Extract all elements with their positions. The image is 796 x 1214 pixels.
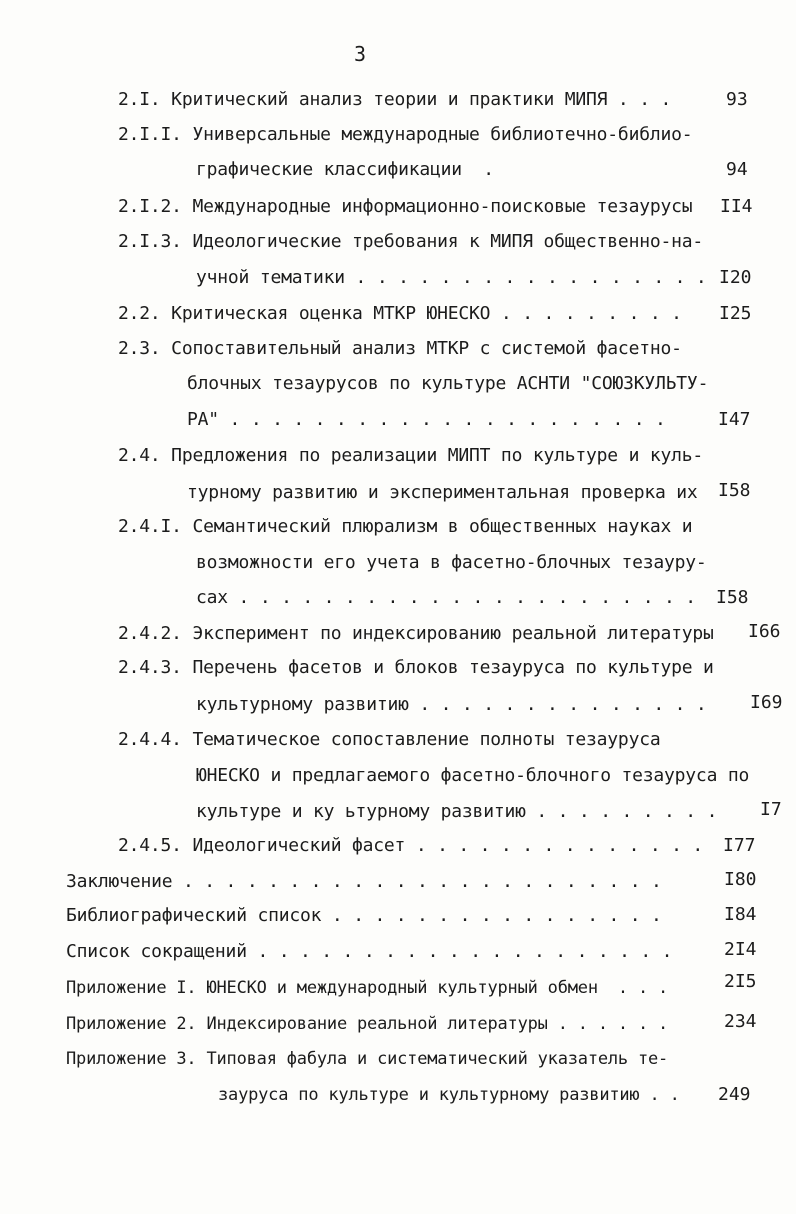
- toc-page-number: I77: [723, 835, 756, 856]
- toc-line: Список сокращений . . . . . . . . . . . . . . . . . . . .: [66, 941, 673, 962]
- toc-page-number: I69: [750, 692, 783, 713]
- toc-line: 2.4.5. Идеологический фасет . . . . . . . . . . . . . .: [118, 835, 704, 856]
- toc-line: 2.4.2. Эксперимент по индексированию реальной литературы: [118, 623, 714, 644]
- toc-line: 2.4.3. Перечень фасетов и блоков тезауруса по культуре и: [118, 657, 714, 678]
- toc-line: 2.3. Сопоставительный анализ МТКР с системой фасетно-: [118, 338, 682, 359]
- toc-line: 2.I. Критический анализ теории и практики МИПЯ . . .: [118, 89, 672, 110]
- toc-line: графические классификации .: [196, 159, 494, 180]
- toc-line: культуре и ку ьтурному развитию . . . . . . . . .: [196, 801, 718, 822]
- toc-page-number: 249: [718, 1084, 751, 1105]
- toc-line: возможности его учета в фасетно-блочных тезауру-: [196, 552, 707, 573]
- toc-line: Приложение I. ЮНЕСКО и международный культурный обмен . . .: [66, 978, 669, 998]
- toc-line: учной тематики . . . . . . . . . . . . . . . . .: [196, 267, 707, 288]
- toc-line: Приложение 3. Типовая фабула и систематический указатель те-: [66, 1049, 669, 1069]
- toc-line: зауруса по культуре и культурному развитию . .: [218, 1085, 680, 1105]
- toc-line: 2.4.4. Тематическое сопоставление полноты тезауруса: [118, 729, 661, 750]
- toc-line: 2.I.3. Идеологические требования к МИПЯ общественно-на-: [118, 231, 704, 252]
- toc-page-number: 93: [726, 89, 748, 110]
- toc-page-number: I80: [724, 869, 757, 890]
- toc-line: сах . . . . . . . . . . . . . . . . . . . . . .: [196, 587, 696, 608]
- toc-line: Заключение . . . . . . . . . . . . . . . . . . . . . . .: [66, 871, 662, 892]
- toc-line: блочных тезаурусов по культуре АСНТИ "СОЮЗКУЛЬТУ-: [187, 373, 709, 394]
- toc-page-number: II4: [720, 196, 753, 217]
- toc-line: ЮНЕСКО и предлагаемого фасетно-блочного тезауруса по: [196, 765, 750, 786]
- toc-line: 2.4.I. Семантический плюрализм в общественных науках и: [118, 516, 693, 537]
- toc-page-number: 234: [724, 1011, 757, 1032]
- toc-page-number: I20: [719, 267, 752, 288]
- toc-page-number: 2I4: [724, 939, 757, 960]
- page-number: 3: [354, 42, 367, 66]
- toc-line: 2.2. Критическая оценка МТКР ЮНЕСКО . . . . . . . . .: [118, 303, 682, 324]
- toc-line: культурному развитию . . . . . . . . . . . . . .: [196, 694, 707, 715]
- toc-page-number: I7: [760, 799, 782, 820]
- toc-page-number: I66: [748, 621, 781, 642]
- toc-line: 2.I.2. Международные информационно-поисковые тезаурусы: [118, 196, 693, 217]
- toc-page-number: 2I5: [724, 971, 757, 992]
- toc-line: Приложение 2. Индексирование реальной литературы . . . . . .: [66, 1014, 669, 1034]
- toc-line: Библиографический список . . . . . . . . . . . . . . . .: [66, 905, 662, 926]
- toc-page-number: I58: [716, 587, 749, 608]
- toc-line: 2.4. Предложения по реализации МИПТ по культуре и куль-: [118, 445, 704, 466]
- toc-page-number: I47: [718, 409, 751, 430]
- toc-page-number: I25: [719, 303, 752, 324]
- toc-line: РА" . . . . . . . . . . . . . . . . . . . . .: [187, 409, 666, 430]
- toc-page-number: I58: [718, 480, 751, 501]
- toc-line: турному развитию и экспериментальная проверка их: [187, 482, 698, 503]
- toc-page-number: 94: [726, 159, 748, 180]
- toc-page-number: I84: [724, 904, 757, 925]
- toc-line: 2.I.I. Универсальные международные библиотечно-библио-: [118, 124, 693, 145]
